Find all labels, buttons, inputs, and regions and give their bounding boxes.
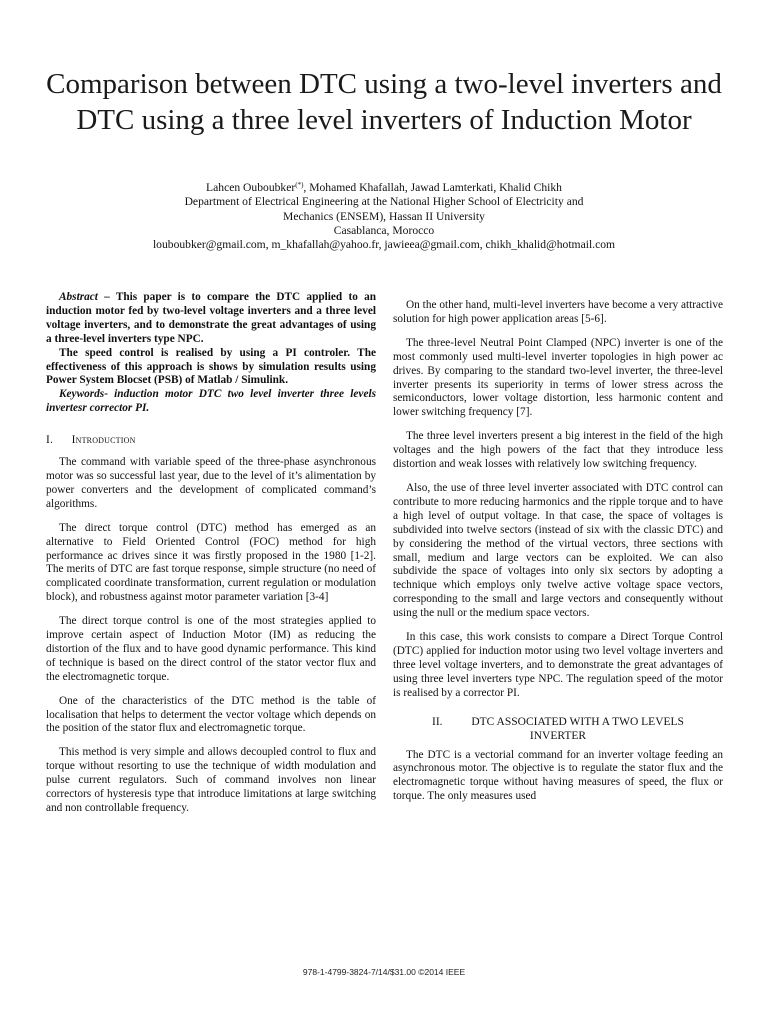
abstract	[46, 291, 376, 347]
abstract-dash: –	[97, 291, 116, 303]
author-emails: louboubker@gmail.com, m_khafallah@yahoo.fr, jawieea@gmail.com, chikh_khalid@hotmail.com	[152, 238, 616, 252]
affiliation-line-1: Department of Electrical Engineering at the National Higher School of Electricity and	[184, 195, 584, 209]
abstract-text: This paper is to compare the DTC applied to an induction motor fed by two-level voltage inverters and a three level voltage inverters, and to demonstrate the great advantages of using a three-level inverters type NPC.	[46, 291, 377, 345]
left-column	[46, 291, 376, 816]
paragraph: The three-level Neutral Point Clamped (NPC) inverter is one of the most commonly used multi-level inverter topologies in high power ac drives. By comparing to the standard two-level inverter, the three-level inverter presents its superiority in terms of lower stress across the semiconductors, lower voltage distortion, less harmonic content and lower switching frequency [7].	[393, 336, 723, 419]
section-heading-2-line-1	[393, 715, 723, 729]
corresponding-mark: (*)	[295, 181, 304, 189]
keywords: Keywords- induction motor DTC two level inverter three levels invertesr corrector PI.	[46, 388, 376, 415]
paragraph: On the other hand, multi-level inverters have become a very attractive solution for high power application areas [5-6].	[393, 299, 723, 325]
copyright-footer: 978-1-4799-3824-7/14/$31.00 ©2014 IEEE	[302, 967, 466, 977]
abstract-text-2: The speed control is realised by using a PI controler. The effectiveness of this approach is shows by simulation results using Power System Blocset (PSB) of Matlab / Simulink.	[46, 346, 376, 387]
section-title-1: Introduction	[71, 434, 136, 447]
paragraph: The command with variable speed of the three-phase asynchronous motor was so successful last year, due to the level of it’s alimentation by power converters and the development of complicated command’s algorithms.	[46, 456, 376, 510]
paragraph: The DTC is a vectorial command for an inverter voltage feeding an asynchronous motor. The objective is to regulate the stator flux and the electromagnetic torque without having measures of speed, the flux or torque. The only measures used	[393, 748, 723, 803]
affiliation-city: Casablanca, Morocco	[333, 223, 435, 237]
paragraph: The direct torque control (DTC) method has emerged as an alternative to Field Oriented Control (FOC) method for high performance ac drives since it was firstly proposed in the 1980 [1-2]. The merits of DTC are fast torque response, simple structure (no need of complicated coordinate transformation, current regulation or modulation block), and robustness against motor parameter variation [3-4]	[46, 521, 376, 604]
first-author: Lahcen Ouboubker	[206, 181, 296, 194]
paragraph: One of the characteristics of the DTC method is the table of localisation that helps to determent the vector voltage which depends on the position of the stator flux and electromagnetic torque.	[46, 694, 376, 735]
author-block	[60, 178, 708, 252]
section-heading-2	[393, 715, 723, 743]
right-column	[393, 291, 723, 804]
paragraph: The three level inverters present a big interest in the field of the high voltages and the high powers of the fact that they introduce less distortion and weak losses with relatively low switching frequency.	[393, 430, 723, 471]
author-names	[60, 178, 708, 195]
section-number-1: I.	[46, 434, 54, 447]
section-title-2b: INVERTER	[529, 729, 587, 742]
section-title-2a: DTC ASSOCIATED WITH A TWO LEVELS	[471, 715, 684, 728]
abstract-label: Abstract	[59, 291, 98, 303]
paragraph: This method is very simple and allows decoupled control to flux and torque without resorting to use the technique of width modulation and pulse current regulators. Such of command involves non linear correctors of hysteresis type that introduce limitations at large switching and non controllable frequency.	[46, 746, 376, 814]
section-number-2: II.	[432, 715, 443, 728]
paper-title: Comparison between DTC using a two-level inverters and DTC using a three level inverters of Induction Motor	[46, 68, 722, 136]
paragraph: Also, the use of three level inverter associated with DTC control can contribute to more reducing harmonics and the ripple torque and to have a high level of output voltage. In that case, the space of voltages is subdivided into twelve sectors (instead of six with the classic DTC) and by considering the method of the virtual vectors, three sections with small, medium and large vectors can be exploited. We can also subdivide the space of voltages into only six sectors by adopting a technique which employs only twelve active voltage space vectors, corresponding to the small and large vectors and consequently without using the null or the medium space vectors.	[393, 481, 723, 620]
paragraph: In this case, this work consists to compare a Direct Torque Control (DTC) applied for induction motor using two level voltage inverters and three level voltage inverters, and to demonstrate the great advantages of using three level inverters type NPC. The regulation speed of the motor is realised by a corrector PI.	[393, 631, 723, 699]
affiliation-line-2: Mechanics (ENSEM), Hassan II University	[283, 209, 485, 223]
paragraph: The direct torque control is one of the most strategies applied to improve certain aspect of Induction Motor (IM) as reducing the distortion of the flux and to have good dynamic performance. This kind of technique is based on the direct control of the stator vector flux and the electromagnetic torque.	[46, 615, 376, 683]
coauthors: , Mohamed Khafallah, Jawad Lamterkati, Khalid Chikh	[303, 181, 562, 194]
section-heading-1	[46, 434, 376, 448]
